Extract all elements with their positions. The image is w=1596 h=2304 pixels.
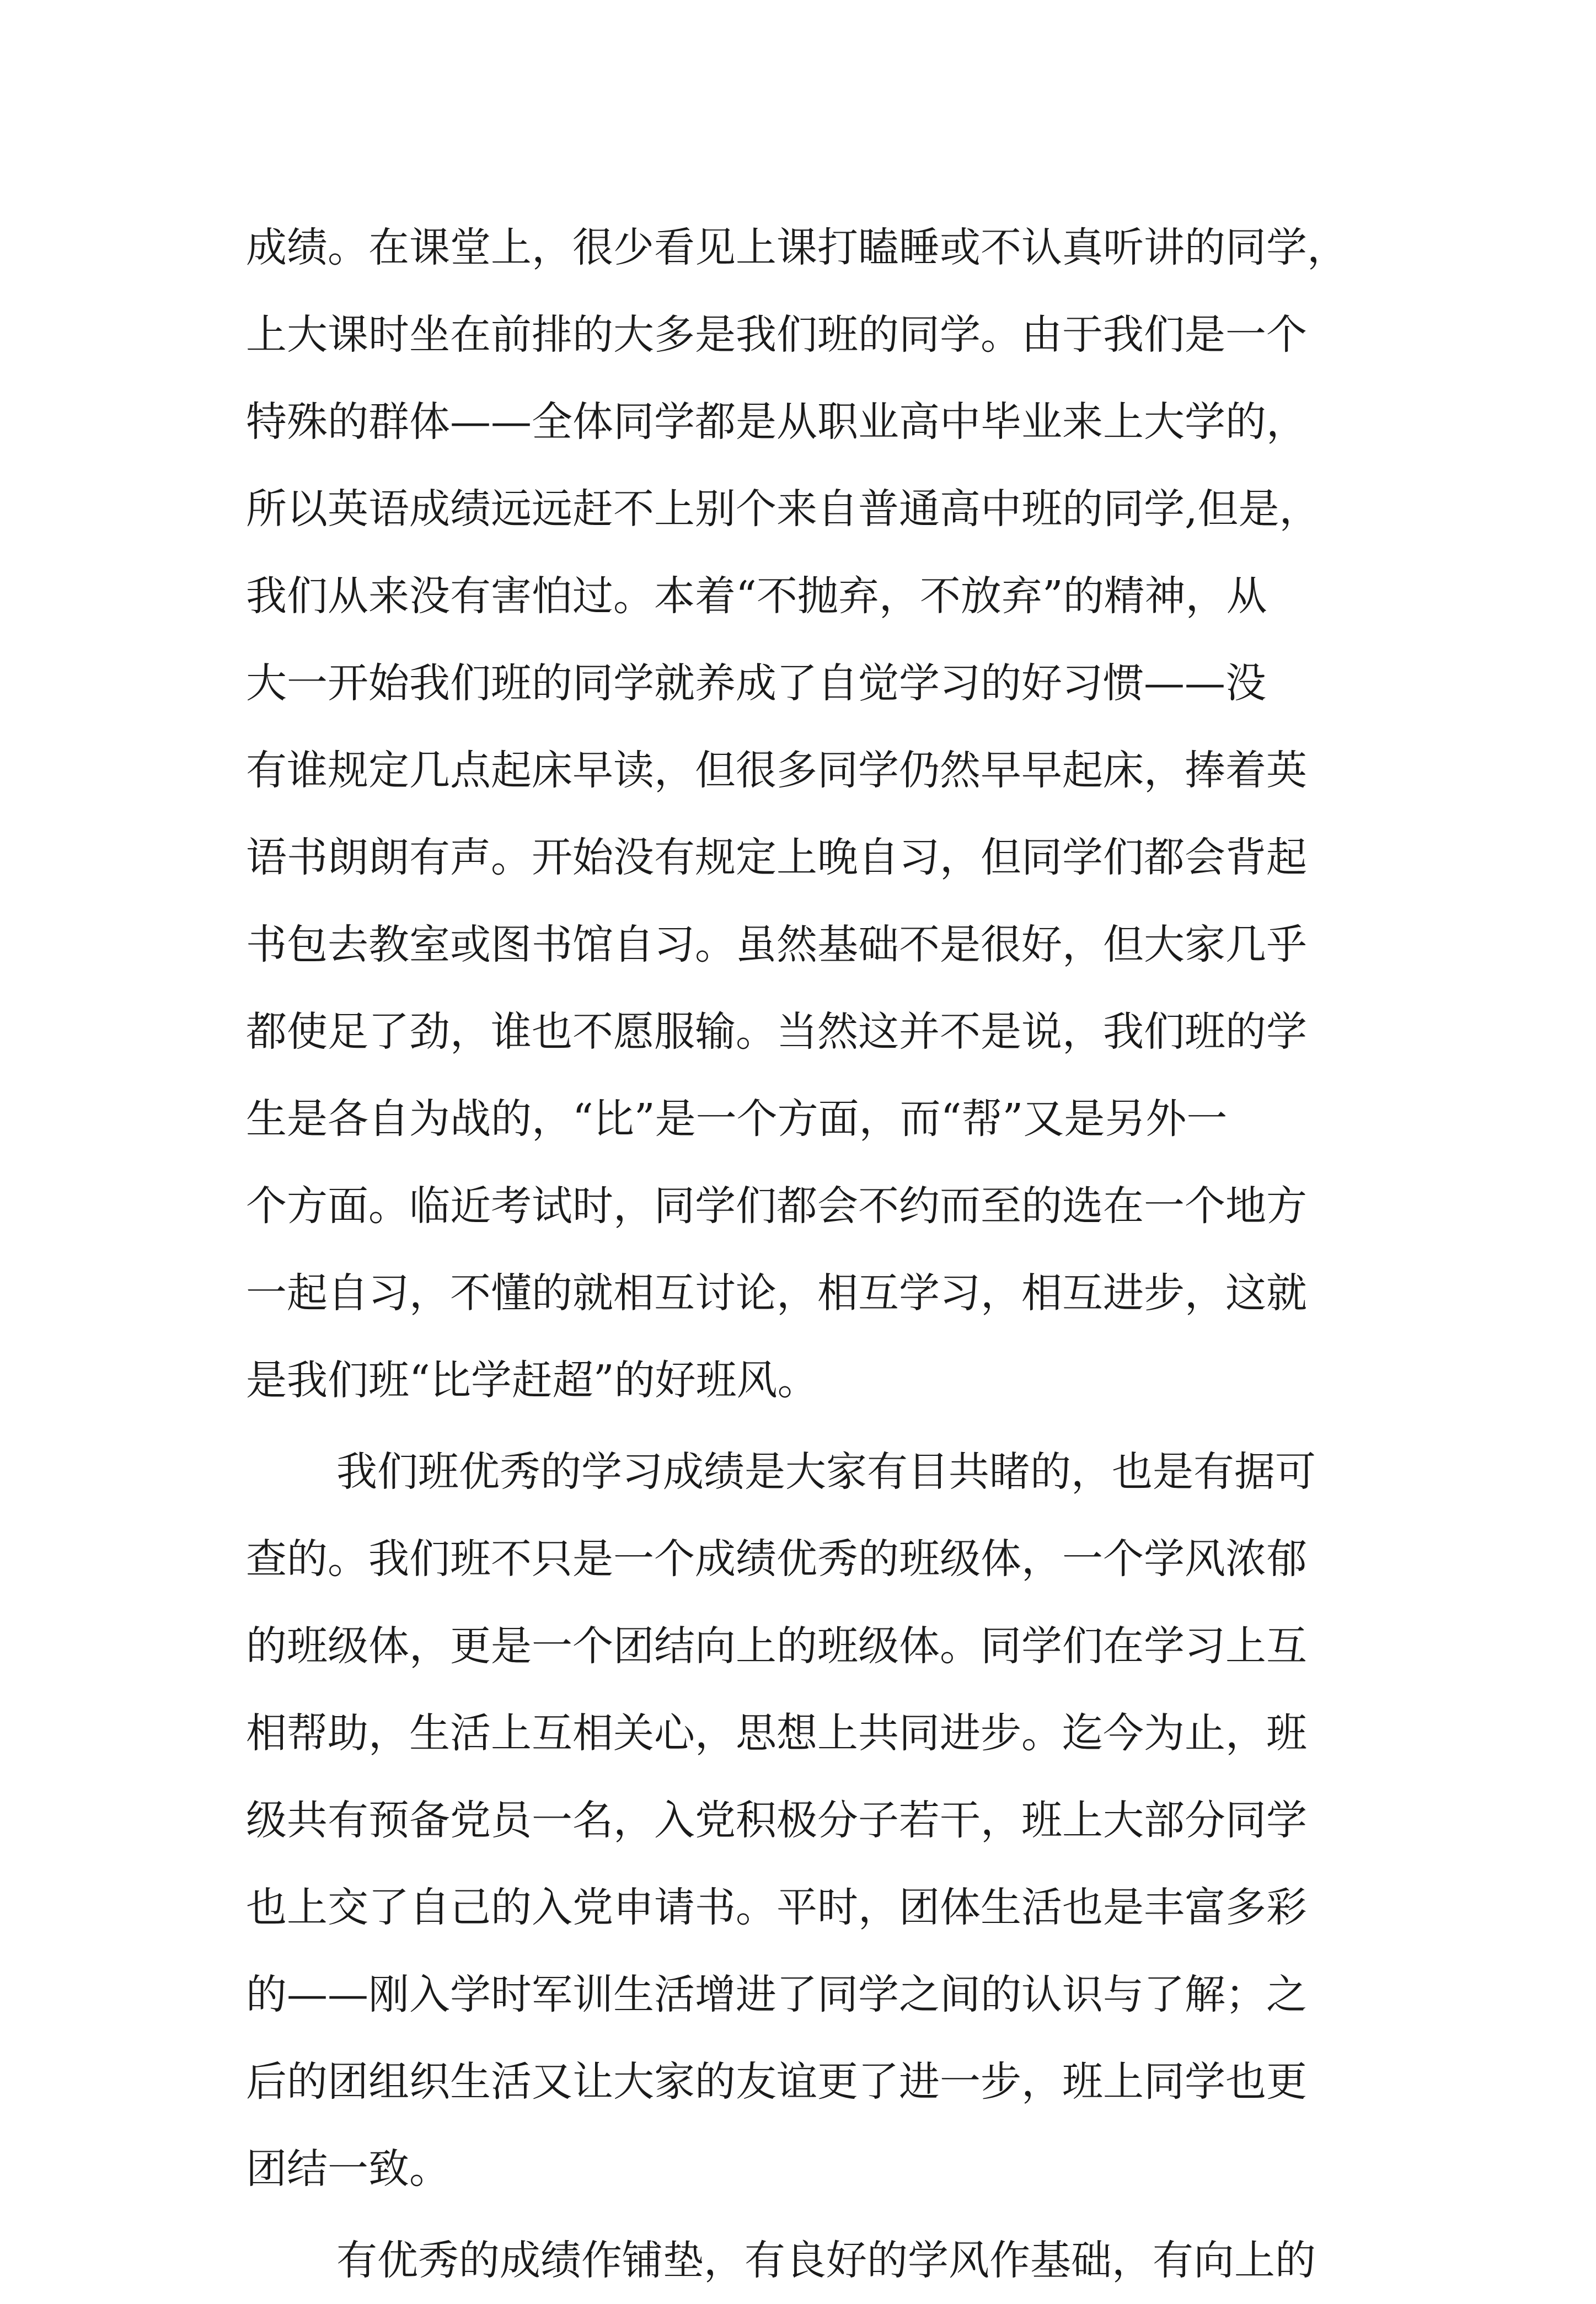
paragraph-first-line: 我们班优秀的学习成绩是大家有目共睹的，也是有据可 <box>336 1448 1316 1496</box>
text-line: 成绩。在课堂上，很少看见上课打瞌睡或不认真听讲的同学， <box>246 224 1348 271</box>
text-line: 都使足了劲，谁也不愿服输。当然这并不是说，我们班的学 <box>246 1008 1307 1055</box>
paragraph-gap <box>246 2212 1371 2217</box>
text-line: 特殊的群体——全体同学都是从职业高中毕业来上大学的， <box>246 398 1307 446</box>
text-line: 语书朗朗有声。开始没有规定上晚自习，但同学们都会背起 <box>246 834 1307 881</box>
text-line: 一起自习，不懂的就相互讨论，相互学习，相互进步，这就 <box>246 1269 1307 1317</box>
text-line: 我们从来没有害怕过。本着“不抛弃，不放弃”的精神，从 <box>246 572 1267 620</box>
text-line: 相帮助，生活上互相关心，思想上共同进步。迄今为止，班 <box>246 1710 1307 1757</box>
text-line: 有谁规定几点起床早读，但很多同学仍然早早起床，捧着英 <box>246 747 1307 794</box>
paragraph-gap <box>246 1424 1371 1428</box>
text-line: 所以英语成绩远远赶不上别个来自普通高中班的同学,但是， <box>246 485 1320 533</box>
text-line: 的班级体，更是一个团结向上的班级体。同学们在学习上互 <box>246 1622 1307 1670</box>
text-line: 大一开始我们班的同学就养成了自觉学习的好习惯——没 <box>246 660 1266 707</box>
text-line: 查的。我们班不只是一个成绩优秀的班级体，一个学风浓郁 <box>246 1535 1307 1583</box>
text-line: 上大课时坐在前排的大多是我们班的同学。由于我们是一个 <box>246 311 1307 358</box>
text-line: 团结一致。 <box>246 2145 450 2193</box>
text-line: 书包去教室或图书馆自习。虽然基础不是很好，但大家几乎 <box>246 921 1307 968</box>
text-line: 后的团组织生活又让大家的友谊更了进一步，班上同学也更 <box>246 2058 1307 2105</box>
text-line: 是我们班“比学赶超”的好班风。 <box>246 1357 818 1404</box>
text-line: 生是各自为战的，“比”是一个方面，而“帮”又是另外一 <box>246 1095 1228 1143</box>
text-line: 级共有预备党员一名，入党积极分子若干，班上大部分同学 <box>246 1797 1307 1844</box>
text-line: 也上交了自己的入党申请书。平时，团体生活也是丰富多彩 <box>246 1884 1307 1931</box>
text-line: 的——刚入学时军训生活增进了同学之间的认识与了解；之 <box>246 1971 1307 2018</box>
body-text <box>246 204 1371 2304</box>
paragraph-first-line: 有优秀的成绩作铺垫，有良好的学风作基础，有向上的 <box>336 2237 1316 2284</box>
text-line: 个方面。临近考试时，同学们都会不约而至的选在一个地方 <box>246 1182 1307 1230</box>
